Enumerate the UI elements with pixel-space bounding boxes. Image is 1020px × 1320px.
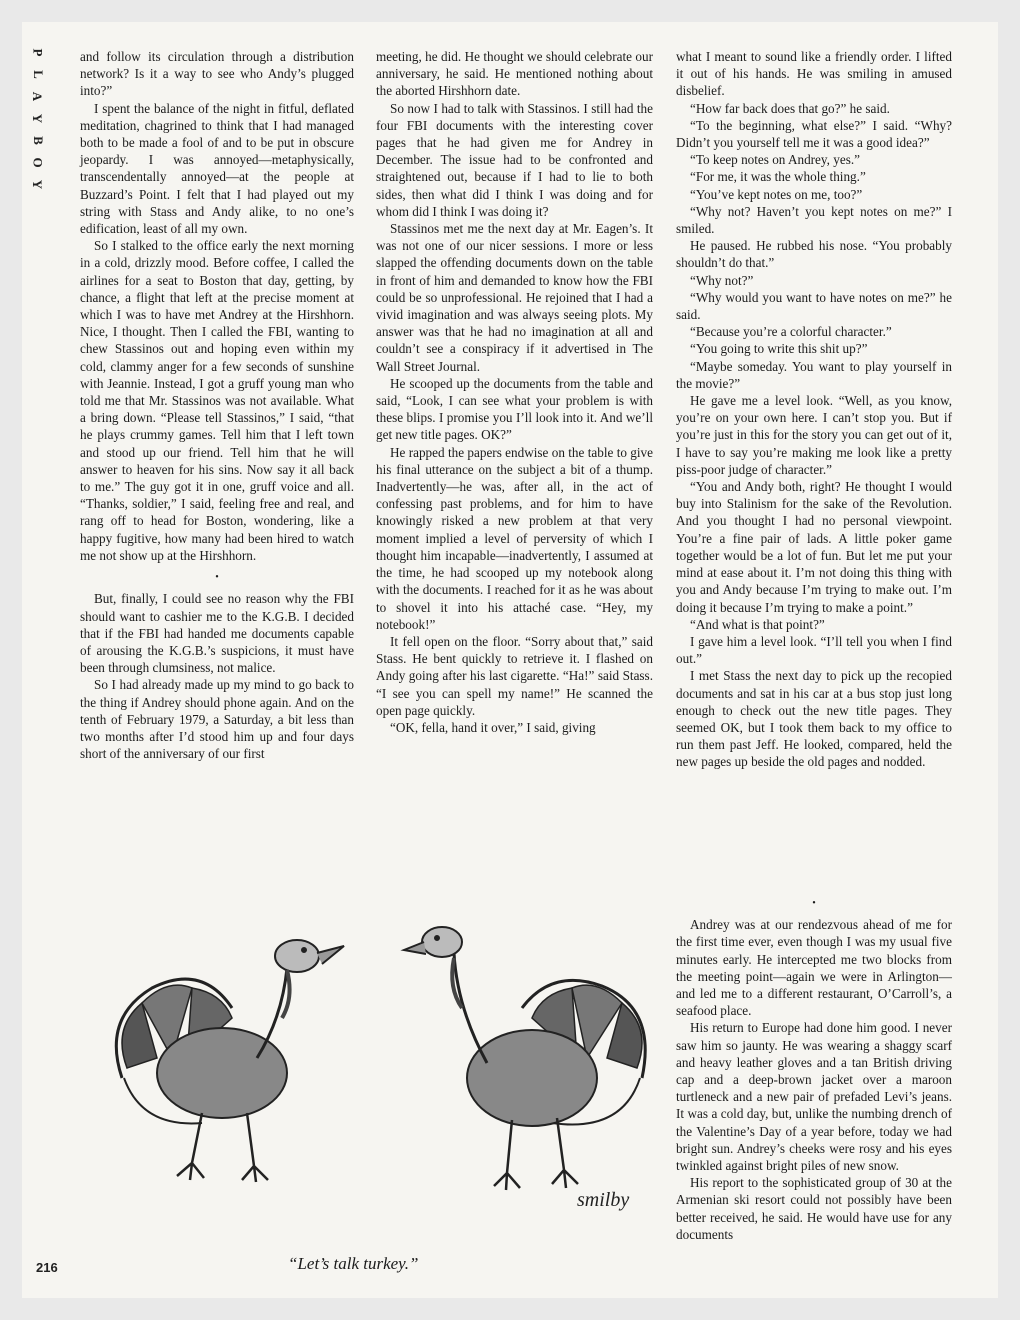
paragraph: It fell open on the floor. “Sorry about that,” said Stass. He bent quickly to retrieve it. I flashed on Andy going after his last cigarette. “Ha!” said Stass. “I see you can spell my name!” He scanned the open page quickly. — [376, 633, 653, 718]
paragraph: “Why not?” — [690, 272, 754, 288]
paragraph: “For me, it was the whole thing.” — [690, 169, 866, 185]
paragraph: “To keep notes on Andrey, yes.” — [690, 152, 860, 168]
paragraph: “Why would you want to have notes on me?” he said. — [676, 289, 952, 323]
paragraph: “And what is that point?” — [690, 616, 825, 632]
paragraph: I met Stass the next day to pick up the recopied documents and sat in his car at a bus stop just long enough to check out the new title pages. They seemed OK, but I took them back to my office to run them past Jeff. He looked, compared, held the new pages up beside the old pages and nodded. — [676, 668, 952, 770]
text-column-3-bottom — [676, 890, 952, 1243]
section-break: • — [812, 898, 816, 909]
left-turkey-icon — [116, 940, 344, 1182]
paragraph: “How far back does that go?” he said. — [690, 100, 890, 116]
paragraph: But, finally, I could see no reason why the FBI should want to cashier me to the K.G.B. I decided that if the FBI had handed me documents capable of arousing the K.G.B.’s suspicions, it must have been through clumsiness, not malice. — [80, 591, 354, 676]
paragraph: meeting, he did. He thought we should celebrate our anniversary, he said. He mentioned nothing about the aborted Hirshhorn date. — [376, 49, 653, 99]
paragraph: His return to Europe had done him good. I never saw him so jaunty. He was wearing a shaggy scarf and heavy leather gloves and a tan British driving cap and a deep-brown jacket over a maroon turtleneck and a new pair of prefaded Levi’s jeans. It was a cold day, but, unlike the numbing drench of the Valentine’s Day of a year before, today we had bright sun. Andrey’s cheeks were rosy and his eyes twinkled against bright piles of new snow. — [676, 1020, 952, 1174]
paragraph: He gave me a level look. “Well, as you know, you’re on your own here. I can’t stop you. But if you’re just in this for the story you can get out of it, I have to say you’re making me look like a pretty piss-poor judge of character.” — [676, 393, 952, 477]
paragraph: “You going to write this shit up?” — [690, 341, 868, 357]
paragraph: “To the beginning, what else?” I said. “Why? Didn’t you yourself tell me it was a good idea?” — [676, 117, 952, 151]
magazine-page — [22, 22, 998, 1298]
paragraph: what I meant to sound like a friendly order. I lifted it out of his hands. He was smiling in amused disbelief. — [676, 49, 952, 99]
paragraph: So I stalked to the office early the next morning in a cold, drizzly mood. Before coffee, I called the airlines for a seat to Boston that day, getting, by chance, a flight that left at the precise moment at which I was to have met Andrey at the Hirshhorn. Nice, I thought. Then I called the FBI, wanting to chew Stassinos out and hoping even within my cold, clammy anger for a few seconds of sunshine with Jeannie. Instead, I got a gruff young man who told me that Mr. Stassinos was not available. What a bring down. “Please tell Stassinos,” I said, “that he plays crummy games. Tell him that I left town and stood up our friend. Tell him that he will answer to heaven for his sins. Now say it all back to me.” The guy got it in one, gruff voice and all. “Thanks, soldier,” I said, feeling free and real, and rang off to head for Boston, wondering, like a happy fugitive, how many had been hired to watch me not show up at the Hirshhorn. — [80, 238, 354, 563]
paragraph: Stassinos met me the next day at Mr. Eagen’s. It was not one of our nicer sessions. I more or less slapped the offending documents down on the table in front of him and demanded to know how the FBI could be so unprofessional. He rejoined that I had a vivid imagination and was always seeing plots. My answer was that he had no imagination at all and couldn’t see a conspiracy if it advertised in The Wall Street Journal. — [376, 221, 653, 374]
paragraph: I gave him a level look. “I’ll tell you when I find out.” — [676, 633, 952, 667]
text-column-1 — [80, 48, 354, 762]
paragraph: He paused. He rubbed his nose. “You probably shouldn’t do that.” — [676, 238, 952, 271]
paragraph: Andrey was at our rendezvous ahead of me for the first time ever, even though I was my usual five minutes early. He intercepted me two blocks from the meeting point—again we were in Arlington—and led me to a different restaurant, O’Carroll’s, a seafood place. — [676, 917, 952, 1019]
sidebar-letter: Y — [30, 179, 46, 190]
sidebar-letter: O — [30, 157, 46, 168]
sidebar-letter: L — [30, 70, 46, 79]
text-column-2 — [376, 48, 653, 736]
paragraph: He scooped up the documents from the table and said, “Look, I can see what your problem is with these blips. I promise you I’ll look into it. And we’ll get new title pages. OK?” — [376, 375, 653, 443]
turkey-cartoon-illustration — [82, 908, 660, 1238]
paragraph: “Maybe someday. You want to play yourself in the movie?” — [676, 358, 952, 391]
paragraph: “Why not? Haven’t you kept notes on me?” I smiled. — [676, 203, 952, 237]
paragraph: So now I had to talk with Stassinos. I still had the four FBI documents with the interesting cover pages that he had given me for Andrey in December. The issue had to be confronted and straightened out, because if I had to lie to both sides, then what did I think I was doing and for whom did I think I was doing it? — [376, 100, 653, 219]
paragraph: “You and Andy both, right? He thought I would buy into Stalinism for the sake of the Revolution. And you thought I had no personal viewpoint. You’re a fine pair of lads. A little poker game together would be a lot of fun. But let me put your mind at ease about it. I’m not doing this thing with you and Andy because I’m trying to make out. I’m doing it because I’m trying to make a point.” — [676, 479, 952, 615]
cartoon-signature: smilby — [577, 1189, 630, 1211]
section-break: • — [215, 572, 219, 584]
paragraph: and follow its circulation through a distribution network? Is it a way to see who Andy’s plugged into?” — [80, 49, 354, 99]
sidebar-letter: B — [30, 136, 46, 145]
cartoon-caption: “Let’s talk turkey.” — [288, 1254, 419, 1273]
paragraph: “You’ve kept notes on me, too?” — [690, 186, 863, 202]
page-number: 216 — [36, 1260, 58, 1275]
text-column-3-top — [676, 48, 952, 771]
paragraph: His report to the sophisticated group of 30 at the Armenian ski resort could not possibly have been better received, he said. He would have use for any documents — [676, 1175, 952, 1242]
right-turkey-icon — [404, 927, 645, 1190]
paragraph: He rapped the papers endwise on the table to give his final utterance on the subject a bit of a thump. Inadvertently—he was, after all, in the act of confessing past problems, and for him to have knowingly risked a new problem at that very moment implied a level of perversity of which I thought him incapable—inadvertently, I assumed at the time, he had scooped up my notebook along with the documents. I reached for it as he was about to shovel it into his attaché case. “Hey, my notebook!” — [376, 444, 653, 632]
paragraph: “OK, fella, hand it over,” I said, giving — [390, 719, 596, 735]
sidebar-letter: A — [30, 91, 46, 102]
paragraph: So I had already made up my mind to go back to the thing if Andrey should phone again. And on the tenth of February 1979, a Saturday, a bit less than two months after I’d stood him up and four days short of the anniversary of our first — [80, 677, 354, 762]
sidebar-letter: P — [30, 48, 46, 57]
paragraph: I spent the balance of the night in fitful, deflated meditation, chagrined to think that I had managed both to be made a fool of and to be put in obscure jeopardy. I was annoyed—metaphysically, transcendentally annoyed—at the people at Buzzard’s Point. I felt that I had played out my string with Stass and Andy alike, to no one’s edification, least of all my own. — [80, 100, 354, 237]
paragraph: “Because you’re a colorful character.” — [690, 324, 892, 340]
sidebar-letter: Y — [30, 113, 46, 124]
magazine-sidebar — [28, 46, 48, 200]
